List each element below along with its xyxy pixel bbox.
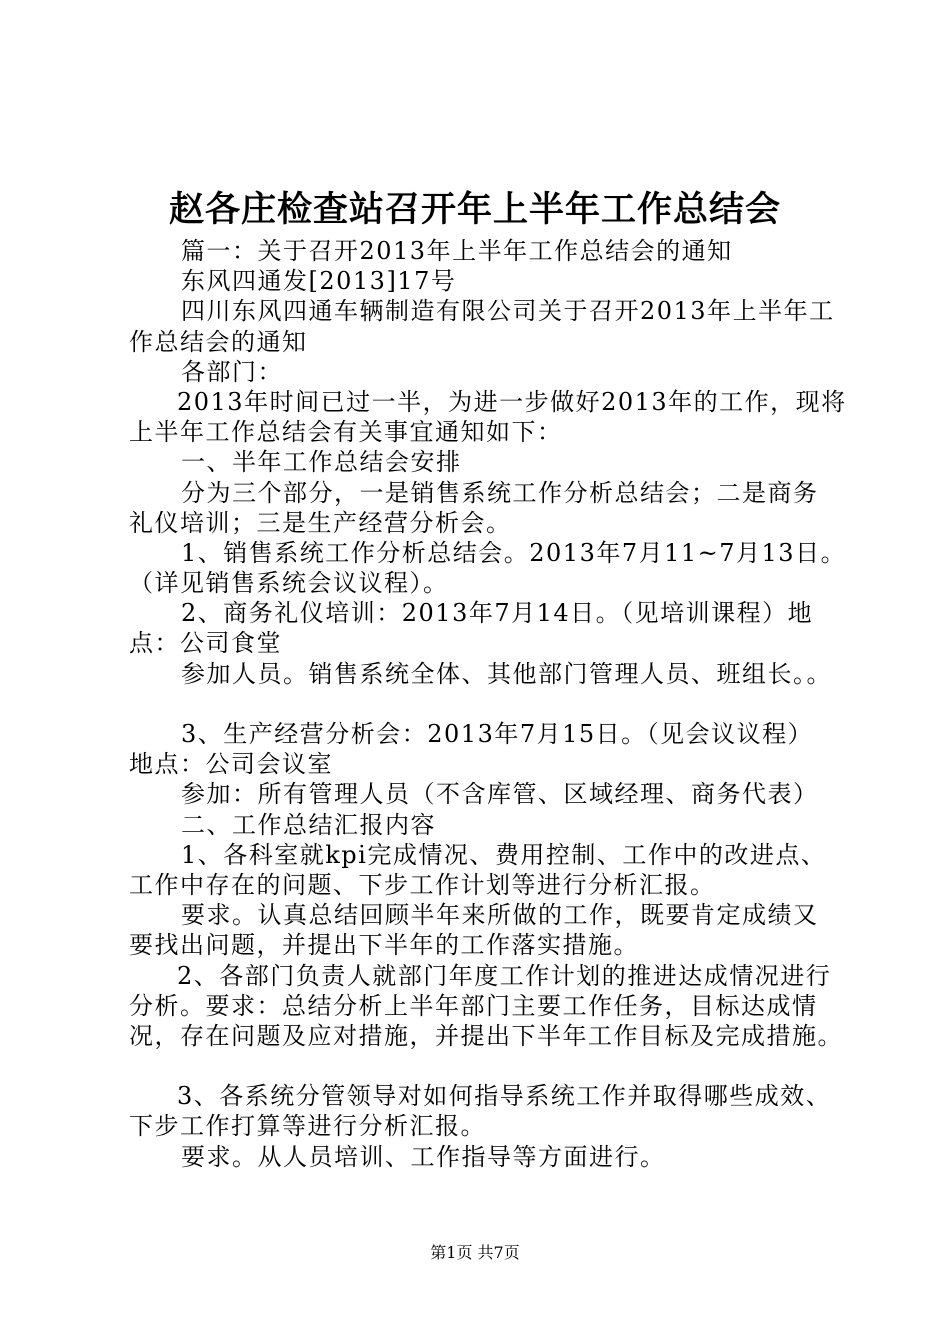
body-line: 工作中存在的问题、下步工作计划等进行分析汇报。 [129,870,716,899]
body-line: 点：公司食堂 [129,629,282,658]
body-line: 要找出问题，并提出下半年的工作落实措施。 [129,931,639,960]
body-line: 上半年工作总结会有关事宜通知如下： [129,418,563,447]
body-line: 下步工作打算等进行分析汇报。 [129,1112,486,1141]
body-line: 四川东风四通车辆制造有限公司关于召开2013年上半年工 [181,297,835,326]
blank-line [129,1051,854,1081]
body-line: 地点：公司会议室 [129,750,333,779]
blank-line [129,689,854,719]
body-line: 参加人员。销售系统全体、其他部门管理人员、班组长。。 [181,659,832,688]
body-line: 要求。认真总结回顾半年来所做的工作，既要肯定成绩又 [181,901,819,930]
body-line: 二、工作总结汇报内容 [181,810,436,839]
document-body [129,236,854,1172]
body-line: 3、各系统分管领导对如何指导系统工作并取得哪些成效、 [177,1082,832,1111]
body-line: 礼仪培训；三是生产经营分析会。 [129,508,512,537]
page-number-footer: 第1页 共7页 [430,1243,520,1262]
body-line: 2013年时间已过一半，为进一步做好2013年的工作，现将 [177,387,847,416]
body-line: 东风四通发[2013]17号 [181,267,457,296]
body-line: （详见销售系统会议议程）。 [129,569,449,598]
body-line: 2、商务礼仪培训：2013年7月14日。（见培训课程）地 [181,599,814,628]
body-line: 分析。要求：总结分析上半年部门主要工作任务，目标达成情 [129,991,818,1020]
body-line: 作总结会的通知 [129,327,308,356]
body-line: 况，存在问题及应对措施，并提出下半年工作目标及完成措施。 [129,1021,843,1050]
body-line: 2、各部门负责人就部门年度工作计划的推进达成情况进行 [177,961,832,990]
body-line: 3、生产经营分析会：2013年7月15日。（见会议议程） [181,720,814,748]
body-line: 参加：所有管理人员（不含库管、区域经理、商务代表） [181,780,819,809]
document-title: 赵各庄检查站召开年上半年工作总结会 [168,190,781,230]
body-line: 1、销售系统工作分析总结会。2013年7月11~7月13日。 [181,538,847,567]
body-line: 各部门： [181,357,283,386]
body-line: 分为三个部分，一是销售系统工作分析总结会；二是商务 [181,478,819,507]
body-line: 1、各科室就kpi完成情况、费用控制、工作中的改进点、 [181,840,827,869]
body-line: 一、半年工作总结会安排 [181,448,462,477]
body-line: 要求。从人员培训、工作指导等方面进行。 [181,1142,666,1171]
body-line: 篇一：关于召开2013年上半年工作总结会的通知 [181,237,733,265]
